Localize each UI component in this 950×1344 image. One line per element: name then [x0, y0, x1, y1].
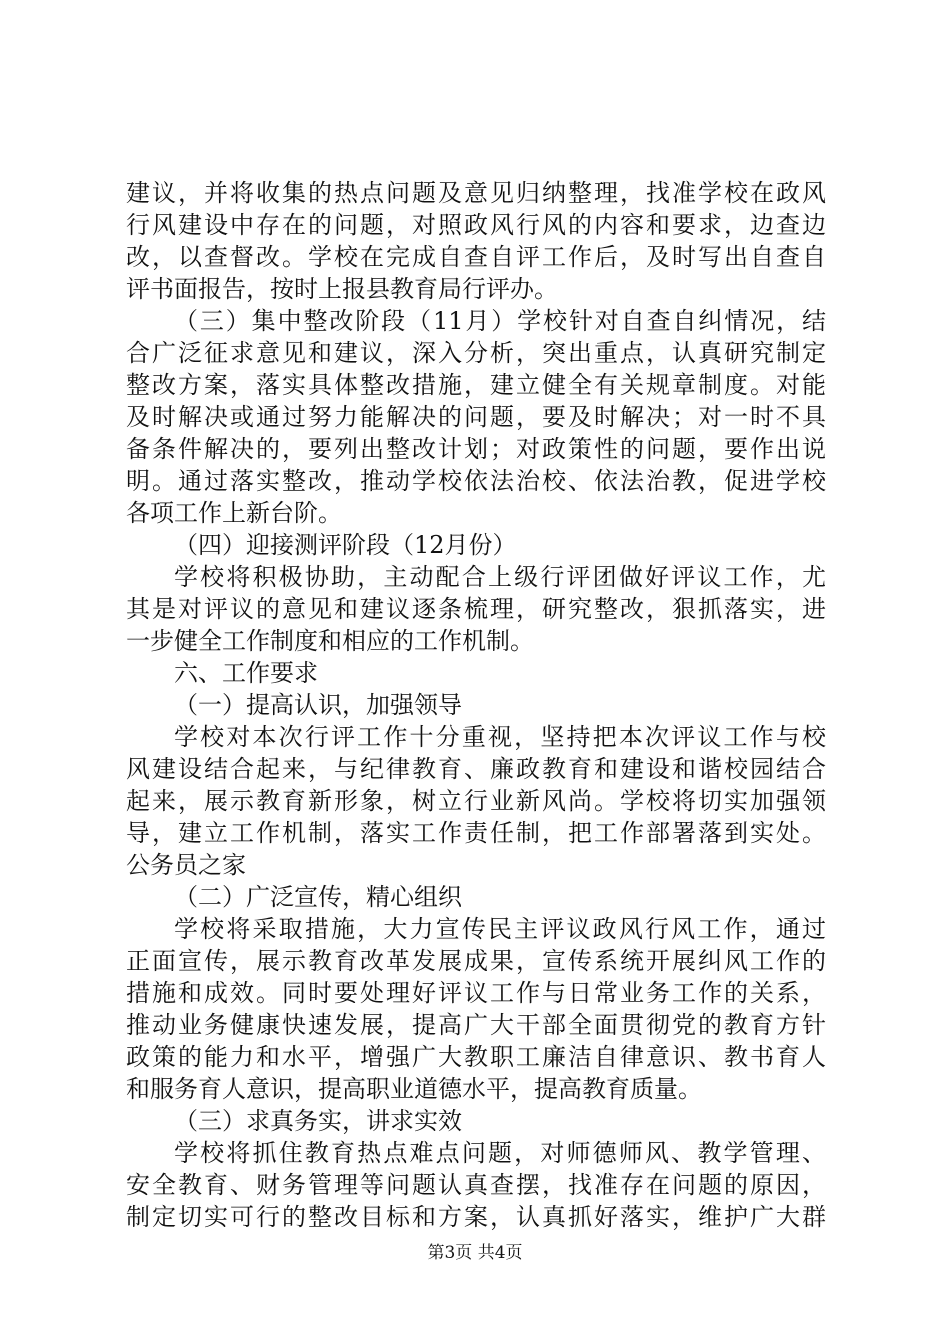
text-line: 学校将采取措施，大力宣传民主评议政风行风工作，通过: [174, 915, 826, 943]
text-line: 和服务育人意识，提高职业道德水平，提高教育质量。: [126, 1075, 702, 1103]
page-number-label: 第3页 共4页: [427, 1243, 523, 1263]
text-line: 及时解决或通过努力能解决的问题，要及时解决；对一时不具: [126, 403, 826, 431]
text-line: 六、工作要求: [174, 659, 318, 687]
text-line: 评书面报告，按时上报县教育局行评办。: [126, 275, 558, 303]
text-line: 建议，并将收集的热点问题及意见归纳整理，找准学校在政风: [126, 179, 826, 207]
text-line: 行风建设中存在的问题，对照政风行风的内容和要求，边查边: [126, 211, 826, 239]
text-line: 公务员之家: [126, 851, 246, 879]
text-line: 学校将抓住教育热点难点问题，对师德师风、教学管理、: [174, 1139, 826, 1167]
text-line: 整改方案，落实具体整改措施，建立健全有关规章制度。对能: [126, 371, 826, 399]
text-line: 学校将积极协助，主动配合上级行评团做好评议工作，尤: [174, 563, 826, 591]
text-line: 起来，展示教育新形象，树立行业新风尚。学校将切实加强领: [126, 787, 826, 815]
text-line: 备条件解决的，要列出整改计划；对政策性的问题，要作出说: [126, 435, 826, 463]
text-line: 制定切实可行的整改目标和方案，认真抓好落实，维护广大群: [126, 1203, 826, 1231]
text-line: （三）求真务实，讲求实效: [174, 1107, 462, 1135]
text-line: 明。通过落实整改，推动学校依法治校、依法治教，促进学校: [126, 467, 826, 495]
text-line: （四）迎接测评阶段（12月份）: [174, 531, 517, 559]
document-body: [126, 177, 826, 1233]
text-line: 安全教育、财务管理等问题认真查摆，找准存在问题的原因，: [126, 1171, 826, 1199]
text-line: 风建设结合起来，与纪律教育、廉政教育和建设和谐校园结合: [126, 755, 826, 783]
text-line: （三）集中整改阶段（11月）学校针对自查自纠情况，结: [174, 307, 826, 335]
text-line: 推动业务健康快速发展，提高广大干部全面贯彻党的教育方针: [126, 1011, 826, 1039]
text-line: 一步健全工作制度和相应的工作机制。: [126, 627, 534, 655]
text-line: 措施和成效。同时要处理好评议工作与日常业务工作的关系，: [126, 979, 826, 1007]
text-line: 其是对评议的意见和建议逐条梳理，研究整改，狠抓落实，进: [126, 595, 826, 623]
text-line: 导，建立工作机制，落实工作责任制，把工作部署落到实处。: [126, 819, 826, 847]
text-line: 合广泛征求意见和建议，深入分析，突出重点，认真研究制定: [126, 339, 826, 367]
text-line: （二）广泛宣传，精心组织: [174, 883, 462, 911]
text-line: 改，以查督改。学校在完成自查自评工作后，及时写出自查自: [126, 243, 826, 271]
text-line: 各项工作上新台阶。: [126, 499, 342, 527]
text-line: 政策的能力和水平，增强广大教职工廉洁自律意识、教书育人: [126, 1043, 826, 1071]
text-line: （一）提高认识，加强领导: [174, 691, 462, 719]
page-footer: [0, 1243, 950, 1263]
text-line: 正面宣传，展示教育改革发展成果，宣传系统开展纠风工作的: [126, 947, 826, 975]
text-line: 学校对本次行评工作十分重视，坚持把本次评议工作与校: [174, 723, 826, 751]
